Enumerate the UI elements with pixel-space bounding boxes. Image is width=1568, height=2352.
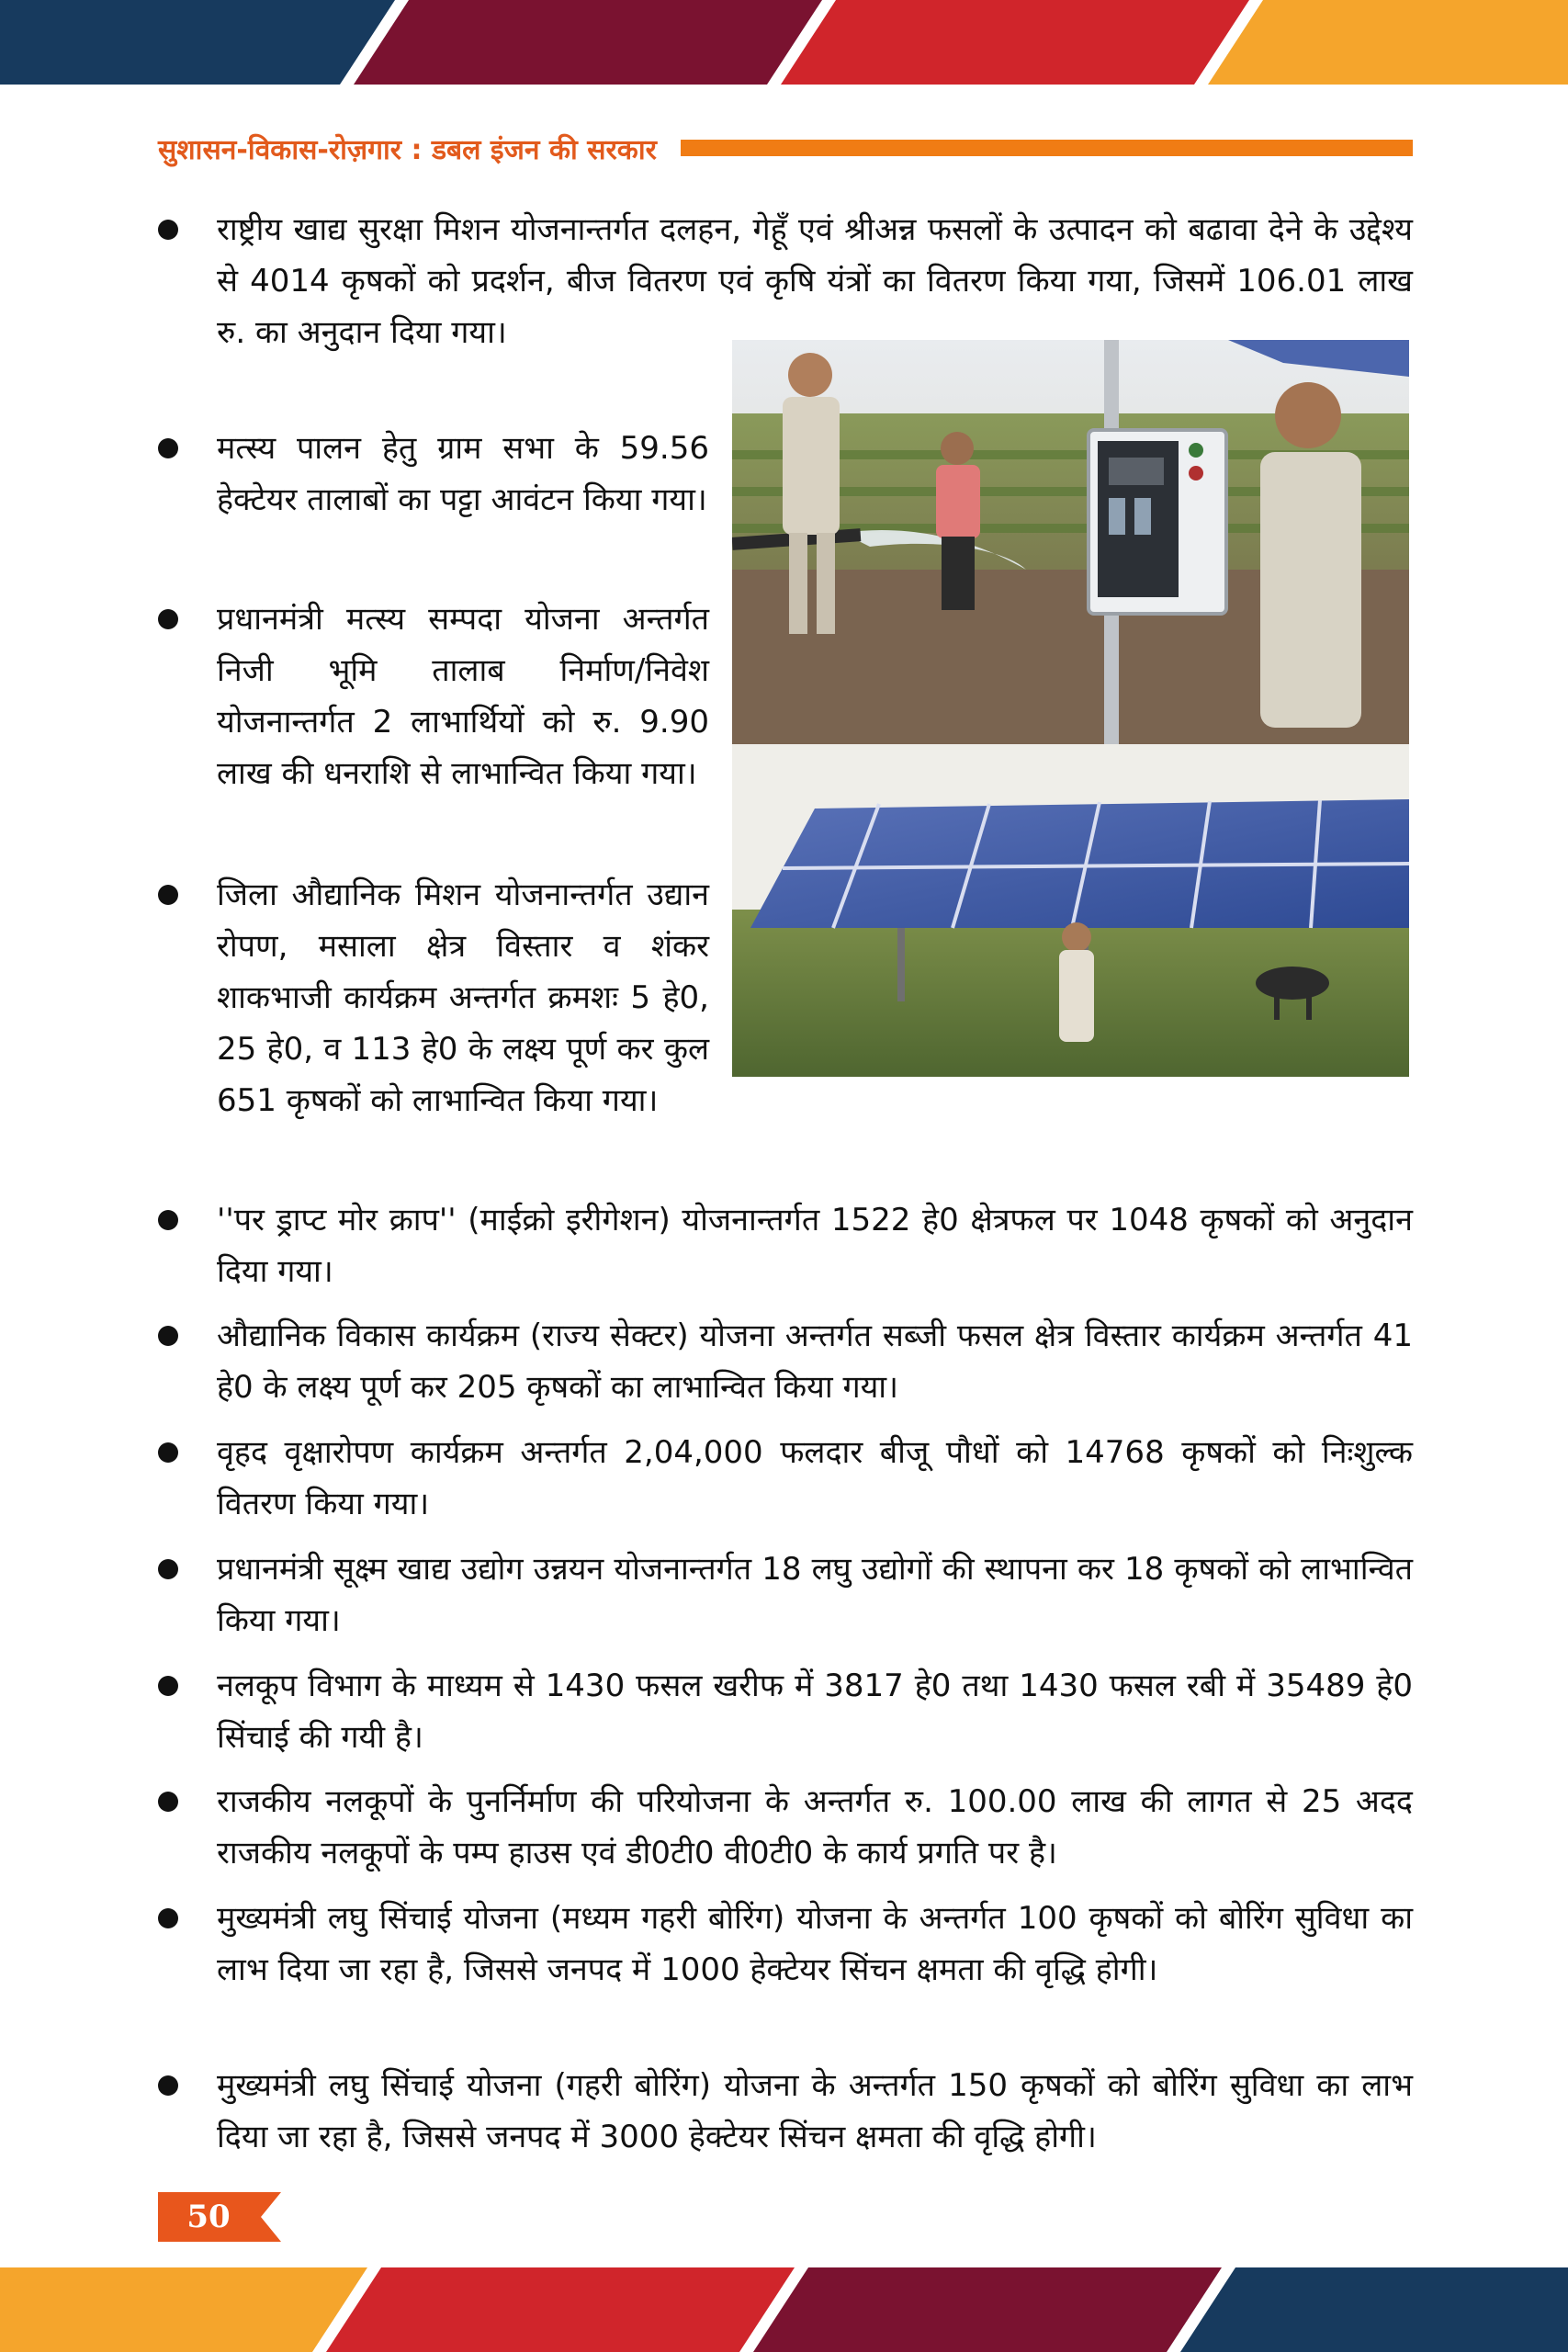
bullet-text: राजकीय नलकूपों के पुनर्निर्माण की परियोजना के अन्तर्गत रु. 100.00 लाख की लागत से 25 अदद राजकीय नलकूपों के पम्प हाउस एवं डी0टी0 वी0टी0 के कार्य प्रगति पर है। — [217, 1783, 1413, 1871]
bullet-dot-icon — [158, 609, 178, 629]
bullet-text: राष्ट्रीय खाद्य सुरक्षा मिशन योजनान्तर्गत दलहन, गेहूँ एवं श्रीअन्न फसलों के उत्पादन को बढावा देने के उद्देश्य से 4014 कृषकों को प्रदर्शन, बीज वितरण एवं कृषि यंत्रों का वितरण किया गया, जिसमें 106.01 लाख रु. का अनुदान दिया गया। — [217, 211, 1413, 351]
bullet-item — [158, 1194, 1413, 1297]
bullet-item — [158, 1310, 1413, 1413]
bullet-text: वृहद वृक्षारोपण कार्यक्रम अन्तर्गत 2,04,000 फलदार बीजू पौधों को 14768 कृषकों को निःशुल्क वितरण किया गया। — [217, 1434, 1413, 1522]
bullet-item — [158, 1544, 1413, 1646]
solar-pump-photo — [732, 340, 1409, 1077]
bullet-text: मुख्यमंत्री लघु सिंचाई योजना (गहरी बोरिंग) योजना के अन्तर्गत 150 कृषकों को बोरिंग सुविधा का लाभ दिया जा रहा है, जिससे जनपद में 3000 हेक्टेयर सिंचन क्षमता की वृद्धि होगी। — [217, 2067, 1413, 2155]
page-number: 50 — [186, 2199, 231, 2235]
bullet-text: प्रधानमंत्री मत्स्य सम्पदा योजना अन्तर्गत निजी भूमि तालाब निर्माण/निवेश योजनान्तर्गत 2 लाभार्थियों को रु. 9.90 लाख की धनराशि से लाभान्वित किया गया। — [217, 601, 709, 792]
bullet-text: मत्स्य पालन हेतु ग्राम सभा के 59.56 हेक्टेयर तालाबों का पट्टा आवंटन किया गया। — [217, 430, 709, 518]
bottom-decorative-band — [0, 2267, 1568, 2352]
page-header — [158, 127, 1413, 169]
bullet-text: प्रधानमंत्री सूक्ष्म खाद्य उद्योग उन्नयन योजनान्तर्गत 18 लघु उद्योगों की स्थापना कर 18 कृषकों को लाभान्वित किया गया। — [217, 1551, 1413, 1639]
bullet-dot-icon — [158, 1210, 178, 1230]
bullet-dot-icon — [158, 1559, 178, 1579]
bullet-dot-icon — [158, 1908, 178, 1928]
header-title: सुशासन-विकास-रोज़गार : डबल इंजन की सरकार — [158, 133, 657, 166]
bullet-item — [158, 594, 709, 799]
bullet-text: औद्यानिक विकास कार्यक्रम (राज्य सेक्टर) योजना अन्तर्गत सब्जी फसल क्षेत्र विस्तार कार्यक्रम अन्तर्गत 41 हे0 के लक्ष्य पूर्ण कर 205 कृषकों का लाभान्वित किया गया। — [217, 1317, 1413, 1406]
bullet-dot-icon — [158, 438, 178, 458]
page-number-tab — [158, 2192, 281, 2242]
bullet-dot-icon — [158, 1326, 178, 1346]
bullet-item — [158, 1893, 1413, 1996]
bullet-dot-icon — [158, 1442, 178, 1463]
bullet-item — [158, 869, 709, 1126]
header-rule — [681, 140, 1413, 156]
bullet-dot-icon — [158, 885, 178, 905]
bullet-text: जिला औद्यानिक मिशन योजनान्तर्गत उद्यान रोपण, मसाला क्षेत्र विस्तार व शंकर शाकभाजी कार्यक्रम अन्तर्गत क्रमशः 5 हे0, 25 हे0, व 113 हे0 के लक्ष्य पूर्ण कर कुल 651 कृषकों को लाभान्वित किया गया। — [217, 876, 709, 1119]
bullet-item — [158, 423, 709, 526]
bullet-dot-icon — [158, 1792, 178, 1812]
bullet-item — [158, 2060, 1413, 2163]
top-decorative-band — [0, 0, 1568, 85]
bullet-dot-icon — [158, 220, 178, 240]
bullet-item — [158, 1660, 1413, 1763]
bullet-item — [158, 1776, 1413, 1879]
bullet-text: मुख्यमंत्री लघु सिंचाई योजना (मध्यम गहरी बोरिंग) योजना के अन्तर्गत 100 कृषकों को बोरिंग सुविधा का लाभ दिया जा रहा है, जिससे जनपद में 1000 हेक्टेयर सिंचन क्षमता की वृद्धि होगी। — [217, 1900, 1413, 1988]
bullet-text: नलकूप विभाग के माध्यम से 1430 फसल खरीफ में 3817 हे0 तथा 1430 फसल रबी में 35489 हे0 सिंचाई की गयी है। — [217, 1668, 1413, 1756]
bullet-text: ''पर ड्राप्ट मोर क्राप'' (माईक्रो इरीगेशन) योजनान्तर्गत 1522 हे0 क्षेत्रफल पर 1048 कृषकों को अनुदान दिया गया। — [217, 1202, 1413, 1290]
bullet-dot-icon — [158, 1676, 178, 1696]
bullet-dot-icon — [158, 2075, 178, 2096]
bullet-item — [158, 1427, 1413, 1530]
bullet-item — [158, 204, 1413, 358]
